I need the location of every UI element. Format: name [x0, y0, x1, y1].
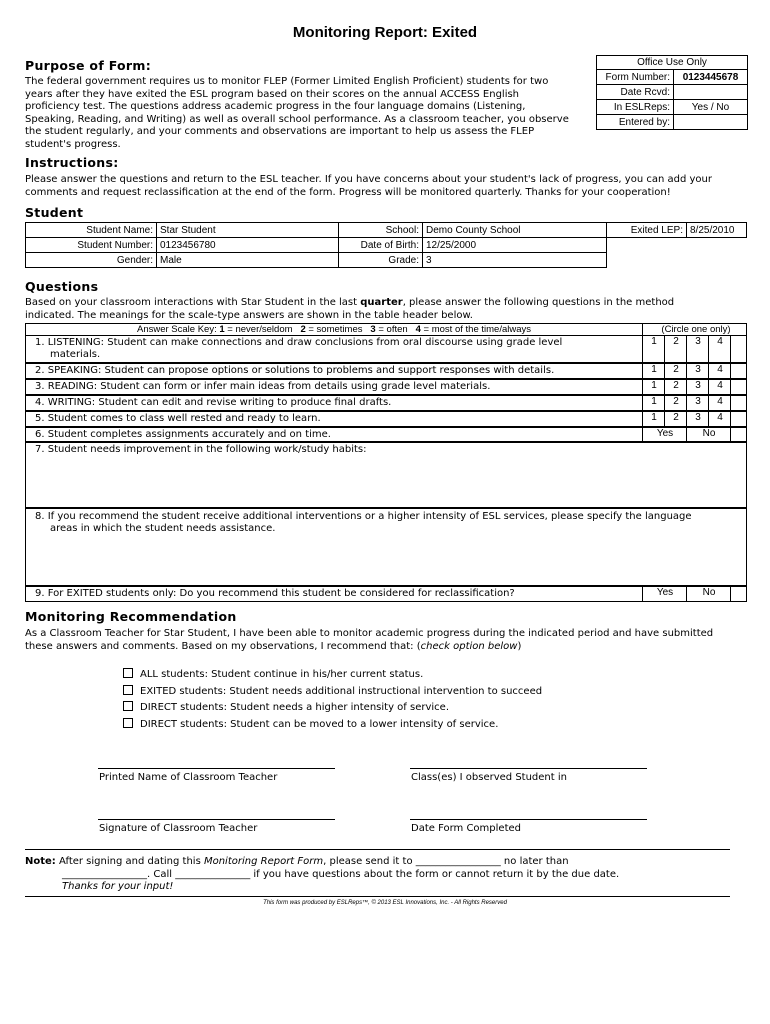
no-option[interactable]: No [686, 587, 731, 601]
student-table [25, 222, 747, 268]
scale-1[interactable]: 1 [642, 380, 665, 394]
signature-label: Signature of Classroom Teacher [99, 823, 258, 834]
school-value: Demo County School [423, 223, 607, 238]
scale-2[interactable]: 2 [664, 336, 687, 362]
scale-4[interactable]: 4 [708, 364, 731, 378]
date-completed-label: Date Form Completed [411, 823, 521, 834]
signature-line[interactable] [98, 819, 335, 820]
form-number-label: Form Number: [597, 70, 674, 85]
question-row: 3. READING: Student can form or infer main ideas from details using grade level materials. 1 2 3 4 [25, 379, 747, 395]
footer-copyright: This form was produced by ESLReps™, © 2013 ESL Innovations, Inc. - All Rights Reserved [263, 900, 507, 906]
checkbox[interactable] [123, 701, 133, 711]
question-row: 6. Student completes assignments accurately and on time. Yes No [25, 427, 747, 442]
dob-label: Date of Birth: [339, 238, 423, 253]
option-exited[interactable]: EXITED students: Student needs additional instructional intervention to succeed [123, 684, 542, 701]
option-direct-higher[interactable]: DIRECT students: Student needs a higher intensity of service. [123, 700, 542, 717]
office-use-table [596, 55, 748, 130]
scale-4[interactable]: 4 [708, 396, 731, 410]
circle-one-label: (Circle one only) [642, 324, 749, 336]
student-name-value: Star Student [157, 223, 339, 238]
gender-value: Male [157, 253, 339, 268]
entered-by-label: Entered by: [597, 115, 674, 130]
purpose-heading: Purpose of Form: [25, 58, 152, 73]
option-all[interactable]: ALL students: Student continue in his/her current status. [123, 667, 542, 684]
question-row: 2. SPEAKING: Student can propose options or solutions to problems and support responses with details. 1 2 3 4 [25, 363, 747, 379]
question-row: 5. Student comes to class well rested and ready to learn. 1 2 3 4 [25, 411, 747, 427]
student-number-label: Student Number: [26, 238, 157, 253]
questions-intro: Based on your classroom interactions with Star Student in the last quarter, please answer the following questions in the method indicated. The meanings for the scale-type answers are shown in the table header below. [25, 297, 675, 321]
question-row: 1. LISTENING: Student can make connections and draw conclusions from oral discourse using grade level materials. 1 2 3 4 [25, 335, 747, 363]
note-text: Note: After signing and dating this Monitoring Report Form, please send it to _________________ no later than _________________. Call _______________ if you have questions about the form or cannot return it by the due date. Thanks for your input! [25, 856, 620, 892]
scale-4[interactable]: 4 [708, 380, 731, 394]
yes-option[interactable]: Yes [642, 587, 687, 601]
entered-by-field[interactable] [674, 115, 748, 130]
office-use-header: Office Use Only [597, 56, 748, 70]
student-heading: Student [25, 205, 84, 220]
instructions-heading: Instructions: [25, 155, 119, 170]
scale-2[interactable]: 2 [664, 380, 687, 394]
date-rcvd-field[interactable] [674, 85, 748, 100]
classes-line[interactable] [410, 768, 647, 769]
option-direct-lower[interactable]: DIRECT students: Student can be moved to a lower intensity of service. [123, 717, 542, 734]
printed-name-label: Printed Name of Classroom Teacher [99, 772, 278, 783]
answer-scale-key: Answer Scale Key: 1 = never/seldom 2 = sometimes 3 = often 4 = most of the time/always (Circle one only) [25, 323, 747, 335]
printed-name-line[interactable] [98, 768, 335, 769]
form-number-value: 0123445678 [674, 70, 748, 85]
student-name-label: Student Name: [26, 223, 157, 238]
scale-1[interactable]: 1 [642, 396, 665, 410]
grade-value: 3 [423, 253, 607, 268]
scale-2[interactable]: 2 [664, 396, 687, 410]
question-row-interventions[interactable]: 8. If you recommend the student receive additional interventions or a higher intensity of ESL services, please specify the language areas in which the student needs assistance. [25, 508, 747, 586]
scale-1[interactable]: 1 [642, 364, 665, 378]
scale-2[interactable]: 2 [664, 364, 687, 378]
scale-4[interactable]: 4 [708, 336, 731, 362]
scale-3[interactable]: 3 [686, 380, 709, 394]
scale-3[interactable]: 3 [686, 336, 709, 362]
scale-3[interactable]: 3 [686, 396, 709, 410]
scale-1[interactable]: 1 [642, 336, 665, 362]
recommendation-options [123, 667, 542, 733]
note-top-rule [25, 849, 730, 850]
school-label: School: [339, 223, 423, 238]
scale-3[interactable]: 3 [686, 364, 709, 378]
date-rcvd-label: Date Rcvd: [597, 85, 674, 100]
dob-value: 12/25/2000 [423, 238, 607, 253]
grade-label: Grade: [339, 253, 423, 268]
date-completed-line[interactable] [410, 819, 647, 820]
scale-2[interactable]: 2 [664, 412, 687, 426]
recommendation-heading: Monitoring Recommendation [25, 609, 237, 624]
page-title: Monitoring Report: Exited [292, 24, 478, 41]
question-row: 4. WRITING: Student can edit and revise writing to produce final drafts. 1 2 3 4 [25, 395, 747, 411]
recommendation-text: As a Classroom Teacher for Star Student, I have been able to monitor academic progress during the indicated period and have submitted these answers and comments. Based on my observations, I recommend that: (check option below) [25, 628, 714, 652]
exited-lep-value: 8/25/2010 [687, 223, 747, 238]
checkbox[interactable] [123, 668, 133, 678]
student-number-value: 0123456780 [157, 238, 339, 253]
scale-1[interactable]: 1 [642, 412, 665, 426]
yes-option[interactable]: Yes [642, 428, 687, 441]
no-option[interactable]: No [686, 428, 731, 441]
scale-3[interactable]: 3 [686, 412, 709, 426]
checkbox[interactable] [123, 718, 133, 728]
question-row-habits[interactable]: 7. Student needs improvement in the following work/study habits: [25, 442, 747, 508]
in-eslreps-label: In ESLReps: [597, 100, 674, 115]
exited-lep-label: Exited LEP: [607, 223, 687, 238]
questions-heading: Questions [25, 279, 99, 294]
gender-label: Gender: [26, 253, 157, 268]
purpose-text: The federal government requires us to monitor FLEP (Former Limited English Proficient) students for two years after they have exited the ESL program based on their scores on the annual ACCESS English proficiency test. The questions address academic progress in the four language domains (Listening, Speaking, Reading, and Writing) as well as overall school performance. As a classroom teacher, you observe the student regularly, and your comments and observations are important to help us assess the FLEP student's progress. [25, 76, 569, 150]
classes-label: Class(es) I observed Student in [411, 772, 567, 783]
question-row: 9. For EXITED students only: Do you recommend this student be considered for reclassification? Yes No [25, 586, 747, 602]
scale-4[interactable]: 4 [708, 412, 731, 426]
instructions-text: Please answer the questions and return to the ESL teacher. If you have concerns about your student's lack of progress, you can add your comments and request reclassification at the end of the form. Progress will be monitored quarterly. Thanks for your cooperation! [25, 174, 712, 198]
in-eslreps-value[interactable]: Yes / No [674, 100, 748, 115]
note-bottom-rule [25, 896, 730, 897]
checkbox[interactable] [123, 685, 133, 695]
